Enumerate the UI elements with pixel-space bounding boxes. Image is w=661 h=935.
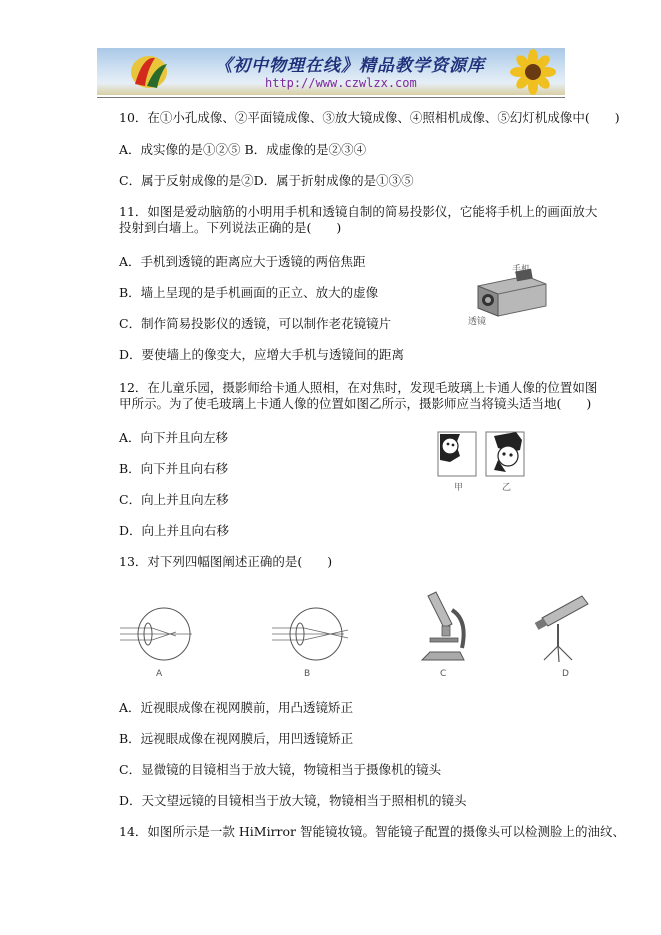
q14-stem-line-1: 14．如图所示是一款 HiMirror 智能镜妆镜。智能镜子配置的摄像头可以检测脸上的油纹、 (119, 824, 626, 839)
microscope-icon (422, 592, 464, 679)
screen-label-yi: 乙 (502, 483, 512, 493)
q13-option-b: B．远视眼成像在视网膜后，用凹透镜矫正 (119, 731, 354, 746)
q11-stem-line-2: 投射到白墙上。下列说法正确的是( ) (119, 220, 342, 235)
site-logo-icon (121, 48, 181, 95)
header-banner (97, 48, 565, 95)
projector-label-phone: 手机 (512, 265, 531, 275)
optics-figures (112, 590, 592, 686)
q12-stem-line-1: 12．在儿童乐园，摄影师给卡通人照相，在对焦时，发现毛玻璃上卡通人像的位置如图 (119, 380, 598, 395)
projector-label-lens: 透镜 (468, 317, 487, 327)
q13-option-a: A．近视眼成像在视网膜前，用凸透镜矫正 (119, 700, 354, 715)
q13-option-d: D．天文望远镜的目镜相当于放大镜，物镜相当于照相机的镜头 (119, 793, 467, 808)
banner-title: 《初中物理在线》精品教学资源库 (215, 56, 485, 76)
eye-diagram-a (120, 608, 192, 679)
q11-stem-line-1: 11．如图是爱动脑筋的小明用手机和透镜自制的简易投影仪，它能将手机上的画面放大 (119, 204, 598, 219)
banner-url[interactable]: http://www.czwlzx.com (265, 76, 417, 90)
q12-option-d: D．向上并且向右移 (119, 523, 230, 538)
q12-option-c: C．向上并且向左移 (119, 492, 229, 507)
sunflower-icon (497, 48, 565, 95)
figure-label-d: D (562, 669, 569, 679)
eye-diagram-b (272, 608, 348, 679)
cartoon-image-jia (440, 434, 460, 462)
q13-option-c: C．显微镜的目镜相当于放大镜，物镜相当于摄像机的镜头 (119, 762, 442, 777)
q10-option-cd: C．属于反射成像的是②D．属于折射成像的是①③⑤ (119, 173, 414, 188)
q12-option-b: B．向下并且向右移 (119, 461, 229, 476)
camera-screen-figure (436, 430, 532, 496)
q11-option-c: C．制作简易投影仪的透镜，可以制作老花镜镜片 (119, 316, 392, 331)
q10-stem-line-1: 10．在①小孔成像、②平面镜成像、③放大镜成像、④照相机成像、⑤幻灯机成像中( ) (119, 110, 620, 125)
q11-option-a: A．手机到透镜的距离应大于透镜的两倍焦距 (119, 254, 366, 269)
screen-label-jia: 甲 (454, 483, 464, 493)
figure-label-c: C (440, 669, 447, 679)
q10-option-ab: A．成实像的是①②⑤ B．成虚像的是②③④ (119, 142, 367, 157)
figure-label-b: B (304, 669, 311, 679)
q12-stem-line-2: 甲所示。为了使毛玻璃上卡通人像的位置如图乙所示，摄影师应当将镜头适当地( ) (119, 396, 592, 411)
q11-option-d: D．要使墙上的像变大，应增大手机与透镜间的距离 (119, 347, 405, 362)
q12-option-a: A．向下并且向左移 (119, 430, 229, 445)
header-divider (97, 97, 565, 98)
q13-stem-line-1: 13．对下列四幅图阐述正确的是( ) (119, 554, 333, 569)
q11-option-b: B．墙上呈现的是手机画面的正立、放大的虚像 (119, 285, 379, 300)
projector-figure (466, 262, 556, 328)
telescope-icon (535, 596, 588, 679)
figure-label-a: A (156, 669, 163, 679)
